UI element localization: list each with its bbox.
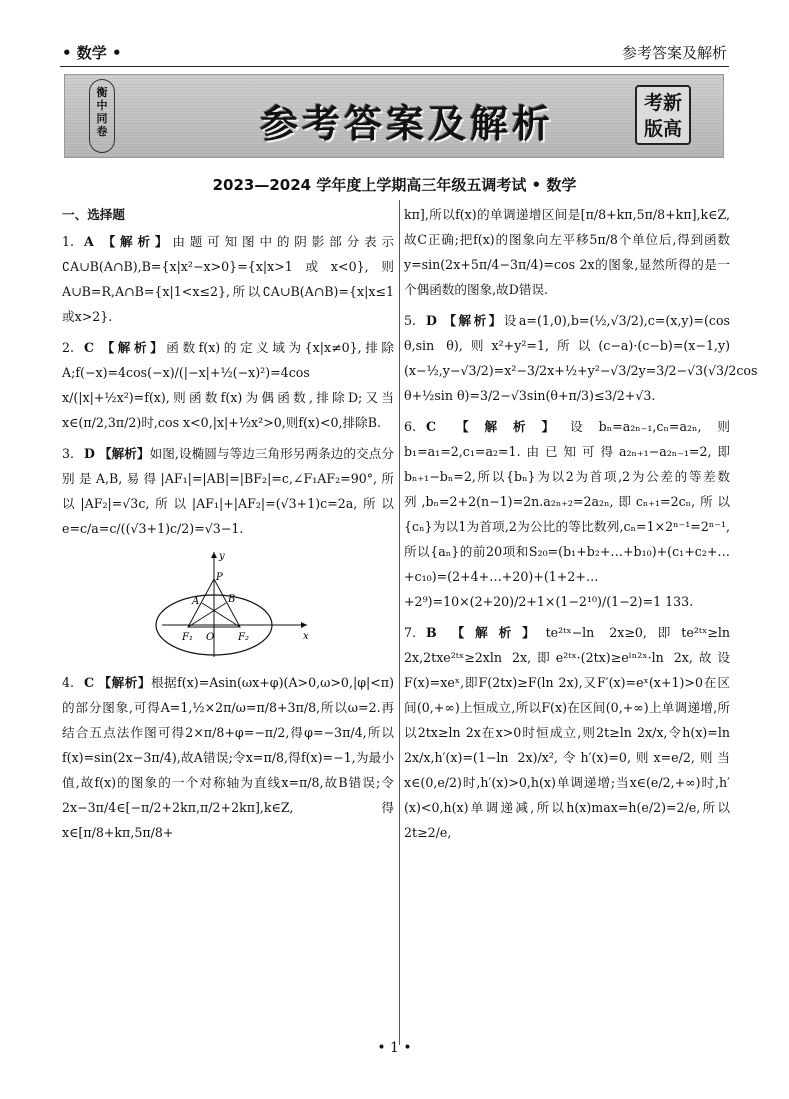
header-rule [60,66,729,67]
y-axis-arrow [211,552,217,558]
answer-letter: D [426,313,437,328]
question-number: 3. [62,446,75,461]
question-number: 1. [62,234,75,249]
answer-letter: D [84,446,95,461]
answer-letter: C [426,419,437,434]
answer-letter: B [426,625,437,640]
answer-letter: A [84,234,94,249]
analysis-label: 【解析】 [98,675,151,690]
seal-char: 同 [96,112,108,125]
analysis-label: 【解析】 [451,625,546,640]
question-7 [404,620,730,845]
answer-letter: C [84,340,95,355]
label-y: y [219,551,225,562]
question-number: 2. [62,340,75,355]
analysis-text: 设bₙ=a₂ₙ₋₁,cₙ=a₂ₙ,则b₁=a₁=2,c₁=a₂=1.由已知可得a₂ₙ₊₁−a₂ₙ₋₁=2,即bₙ₊₁−bₙ=2,所以{bₙ}为以2为首项,2为公差的等差数列,bₙ=2+2(n−1)=2n.a₂ₙ₊₂=2a₂ₙ,即cₙ₊₁=2cₙ,所以{cₙ}为以1为首项,2为公比的等比数列,cₙ=1×2ⁿ⁻¹=2ⁿ⁻¹,所以{aₙ}的前20项和S₂₀=(b₁+b₂+…+b₁₀)+(c₁+c₂+…+c₁₀)=(2+4+…+20)+(1+2+…+2⁹)=10×(2+20)/2+1×(1−2¹⁰)/(1−2)=1 133. [404,419,730,609]
answer-letter: C [84,675,95,690]
x-axis-arrow [301,622,307,628]
ellipse-triangle-diagram [152,547,312,662]
header-subject: • 数学 • [62,44,122,62]
stamp-line1: 考新 [643,92,682,114]
banner-title: 参考答案及解析 [260,102,555,146]
analysis-text: 设a=(1,0),b=(½,√3/2),c=(x,y)=(cos θ,sin θ),则x²+y²=1,所以(c−a)·(c−b)=(x−1,y)(x−½,y−√3/2)=x²−3/2x+½+y²−√3/2y=3/2−√3(√3/2cos θ+½sin θ)=3/2−√3sin(θ+π/3)≤3/2+√3. [404,313,758,403]
seal-char: 衡 [96,86,108,99]
label-x: x [303,631,309,642]
column-divider [399,200,400,1045]
left-column [62,202,394,851]
analysis-label: 【解析】 [455,419,571,434]
analysis-text: te²ᵗˣ−ln 2x≥0,即te²ᵗˣ≥ln 2x,2txe²ᵗˣ≥2xln 2x,即e²ᵗˣ·(2tx)≥eˡⁿ²ˣ·ln 2x,故设F(x)=xeˣ,即F(2tx)≥F(ln 2x),又F′(x)=eˣ(x+1)>0在区间(0,+∞)上恒成立,所以F(x)在区间(0,+∞)上单调递增,所以2tx≥ln 2x在x>0时恒成立,则2t≥ln 2x/x,令h(x)=ln 2x/x,h′(x)=(1−ln 2x)/x²,令h′(x)=0,则x=e/2,则当x∈(0,e/2)时,h′(x)>0,h(x)单调递增;当x∈(e/2,+∞)时,h′(x)<0,h(x)单调递减,所以h(x)max=h(e/2)=2/e,所以2t≥2/e, [404,625,730,840]
label-P: P [216,572,223,583]
question-6 [404,414,730,614]
analysis-text: kπ],所以f(x)的单调递增区间是[π/8+kπ,5π/8+kπ],k∈Z,故C正确;把f(x)的图象向左平移5π/8个单位后,得到函数y=sin(2x+5π/4−3π/4)=cos 2x的图象,显然所得的是一个偶函数的图象,故D错误. [404,207,730,297]
question-number: 4. [62,675,75,690]
analysis-label: 【解析】 [443,313,504,328]
analysis-text: 如图,设椭圆与等边三角形另两条边的交点分别是A,B,易得|AF₁|=|AB|=|BF₂|=c,∠F₁AF₂=90°,所以|AF₂|=√3c,所以|AF₁|+|AF₂|=(√3+1)c=2a,所以e=c/a=c/((√3+1)c/2)=√3−1. [62,446,394,536]
label-F1: F₁ [182,632,193,643]
analysis-label: 【解析】 [101,340,167,355]
question-number: 6. [404,419,417,434]
right-column [404,202,758,851]
new-gaokao-stamp [635,85,691,145]
seal-logo [89,79,115,153]
question-4-continued [404,202,730,302]
question-4 [62,670,394,845]
seal-char: 中 [96,99,108,112]
analysis-text: 根据f(x)=Asin(ωx+φ)(A>0,ω>0,|φ|<π)的部分图象,可得A=1,½×2π/ω=π/8+3π/8,所以ω=2.再结合五点法作图可得2×π/8+φ=−π/2,得φ=−3π/4,所以f(x)=sin(2x−3π/4),故A错误;令x=π/8,得f(x)=−1,为最小值,故f(x)的图象的一个对称轴为直线x=π/8,故B错误;令2x−3π/4∈[−π/2+2kπ,π/2+2kπ],k∈Z,得x∈[π/8+kπ,5π/8+ [62,675,394,840]
question-3 [62,441,394,541]
label-O: O [206,632,215,643]
stamp-line2: 版高 [643,118,682,140]
section-title: 一、选择题 [62,207,125,222]
analysis-text: 由题可知图中的阴影部分表示∁A∪B(A∩B),B={x|x²−x>0}={x|x>1或x<0},则A∪B=R,A∩B={x|1<x≤2},所以∁A∪B(A∩B)={x|x≤1或x>2}. [62,234,395,324]
seal-char: 卷 [96,125,108,138]
header-section: 参考答案及解析 [621,44,727,62]
question-1 [62,229,394,329]
exam-title: 2023—2024 学年度上学期高三年级五调考试 • 数学 [212,176,577,194]
question-2 [62,335,394,435]
label-A: A [192,596,200,607]
question-5 [404,308,758,408]
question-number: 7. [404,625,417,640]
analysis-label: 【解析】 [98,446,150,461]
analysis-text: 函数f(x)的定义域为{x|x≠0},排除A;f(−x)=4cos(−x)/(|−x|+½(−x)²)=4cos x/(|x|+½x²)=f(x),则函数f(x)为偶函数,排除D;又当x∈(π/2,3π/2)时,cos x<0,|x|+½x²>0,则f(x)<0,排除B. [62,340,394,430]
page-number: • 1 • [377,1040,412,1056]
title-banner [64,74,724,158]
analysis-label: 【解析】 [102,234,173,249]
label-B: B [228,594,236,605]
question-number: 5. [404,313,417,328]
label-F2: F₂ [238,632,249,643]
